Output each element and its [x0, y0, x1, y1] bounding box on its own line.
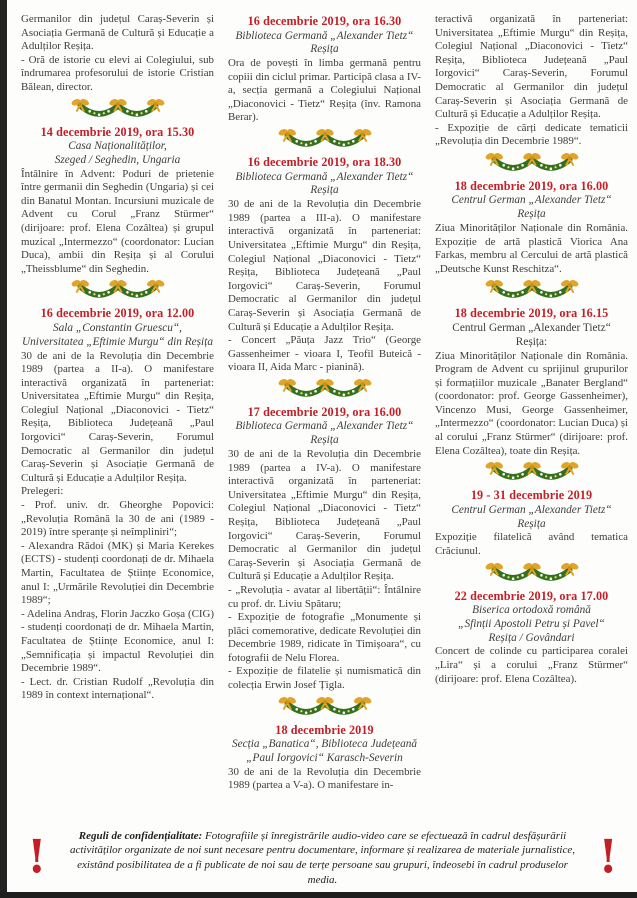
event-venue-line: Centrul German „Alexander Tietz“: [451, 194, 612, 207]
event-paragraph: Concert de colinde cu participarea coralei „Lira“ și a corului „Franz Stürmer“ (dirijoare: prof. Elena Cozâltea).: [435, 645, 628, 685]
christmas-garland-icon: [65, 98, 171, 122]
event-venue-line: Reșița: [310, 434, 339, 447]
event-block: [21, 306, 214, 703]
continuation-paragraph: teractivă organizată în parteneriat: Universitatea „Eftimie Murgu“ din Reșița, Colegiul Național „Diaconovici - Tietz“ Reșița, Biblioteca Județeană „Paul Iorgovici“ Caraș-Severin, Forumul Democratic al Germanilor din județul Caraș-Severin și Asociația Germană de Cultură și Educație a Adulților Reșița.: [435, 13, 628, 121]
warning-exclamation-icon-right: !: [598, 830, 618, 885]
event-paragraph: 30 de ani de la Revoluția din Decembrie 1989 (partea a V-a). O manifestare in-: [228, 765, 421, 792]
event-block: [435, 488, 628, 558]
event-date: 16 decembrie 2019, ora 16.30: [247, 14, 402, 28]
event-venue-line: „Sfinții Apostoli Petru și Pavel“: [458, 617, 605, 630]
garland-divider: [435, 152, 628, 176]
event-date: 18 decembrie 2019, ora 16.00: [454, 178, 609, 193]
event-paragraph: 30 de ani de la Revoluția din Decembrie 1989 (partea a III-a). O manifestare interactivă organizată în parteneriat: Universitatea „Eftimie Murgu“ din Reșița, Colegiul Național „Diaconovici - Tietz“ Reșița, Biblioteca Județeană „Paul Iorgovici“ Caraș-Severin, Forumul Democratic al Germanilor din județul Caraș-Severin și Asociația Germană de Cultură și Educație a Adulților Reșița.: [228, 198, 421, 333]
event-paragraph: - „Revoluția - avatar al libertății“: Întâlnire cu prof. dr. Liviu Spătaru;: [228, 583, 421, 610]
event-block: [21, 125, 214, 277]
event-venue-line: Reșița: [310, 43, 339, 56]
event-venue-line: Universitatea „Eftimie Murgu“ din Reșița: [22, 335, 213, 348]
event-paragraph: - Adelina Andraș, Florin Jaczko Goșa (CIG) - studenți coordonați de dr. Mihaela Martin, Facultatea de Științe Economice, anul I: „Semnificația și impactul Revoluției din Decembrie 1989“.: [21, 607, 214, 675]
event-paragraph: Prelegeri:: [21, 485, 64, 498]
event-block: [435, 306, 628, 458]
warning-exclamation-icon-left: !: [27, 830, 47, 885]
event-venue-line: Biblioteca Germană „Alexander Tietz“: [235, 29, 414, 42]
christmas-garland-icon: [479, 152, 585, 176]
event-date: 17 decembrie 2019, ora 16.00: [247, 404, 402, 419]
privacy-note: [63, 829, 583, 887]
event-paragraph: Ziua Minorităților Naționale din România. Program de Advent cu sprijinul grupurilor și formațiilor muzicale „Banater Bergland“ (coordonator: prof. George Gassenheimer), Vincenzo Musi, George Gassenheimer, „Intermezzo“ (coordonator: Lucian Duca) și al corului „Franz Stürmer“ (dirijoare: prof. Elena Cozâltea), toate din Reșița.: [435, 349, 628, 457]
event-venue-line: Biblioteca Germană „Alexander Tietz“: [235, 170, 414, 183]
event-venue-line: Reșița: [517, 517, 546, 530]
event-venue-line: Szeged / Seghedin, Ungaria: [54, 153, 181, 166]
event-paragraph: - Prof. univ. dr. Gheorghe Popovici: „Revoluția Română la 30 de ani (1989 - 2019) între speranțe și neîmpliniri“;: [21, 499, 214, 539]
event-paragraph: Expoziție filatelică având tematica Crăciunul.: [435, 531, 628, 557]
event-venue-line: Reșița: [310, 184, 339, 197]
garland-divider: [21, 98, 214, 122]
christmas-garland-icon: [272, 696, 378, 720]
christmas-garland-icon: [272, 128, 378, 152]
continuation-paragraph: - Expoziție de cărți dedicate tematicii „Revoluția din Decembrie 1989“.: [435, 121, 628, 148]
event-venue-line: Reșița: [517, 208, 546, 221]
continuation-paragraph: Germanilor din județul Caraș-Severin și Asociația Germană de Cultură și Educație a Adulților Reșița.: [21, 13, 214, 53]
scan-edge-left: [0, 0, 7, 898]
garland-divider: [21, 279, 214, 303]
event-paragraph: - Alexandra Rădoi (MK) și Maria Kerekes (ECTS) - studenți coordonați de dr. Mihaela Martin, Facultatea de Științe Economice, anul I: „Urmările Revoluției din Decembrie 1989“;: [21, 539, 214, 607]
event-block: [228, 405, 421, 693]
christmas-garland-icon: [479, 562, 585, 586]
garland-divider: [228, 696, 421, 720]
event-paragraph: 30 de ani de la Revoluția din Decembrie 1989 (partea a II-a). O manifestare interactivă organizată în parteneriat: Universitatea „Eftimie Murgu“ din Reșița, Colegiul Național „Diaconovici - Tietz“ Reșița, Biblioteca Județeană „Paul Iorgovici“ Caraș-Severin, Forumul Democratic al Germanilor din județul Caraș-Severin și Asociație Germană de Cultură și Educație a Adulților Reșița.: [21, 349, 214, 484]
event-block: [228, 723, 421, 793]
event-date: 14 decembrie 2019, ora 15.30: [40, 124, 195, 139]
event-paragraph: Ora de povești în limba germană pentru copiii din ciclul primar. Participă clasa a IV-a, secția germană a Colegiului Național „Diaconovici - Tietz“ Reșița (înv. Ramona Berar).: [228, 57, 421, 124]
event-date: 16 decembrie 2019, ora 18.30: [247, 155, 402, 170]
column-1: [21, 13, 214, 822]
event-venue-line: Biserica ortodoxă română: [472, 604, 591, 617]
event-paragraph: - Expoziție de filatelie și numismatică din colecția Erwin Josef Țigla.: [228, 665, 421, 692]
event-venue-line: Reșița:: [515, 335, 548, 348]
garland-divider: [228, 378, 421, 402]
event-venue-line: „Paul Iorgovici“ Karasch-Severin: [246, 751, 403, 764]
event-block: [435, 589, 628, 687]
privacy-note-body: Fotografiile și înregistrările audio-video care se efectuează în cadrul desfășurării activităților organizate de noi sunt necesare pentru documentare, informare și realizarea de materiale jurnalistice, existând posibilitatea de a fi publicate de noi sau de terțe persoane sau grupuri, îndeosebi în cadrul produselor media.: [69, 829, 575, 886]
christmas-garland-icon: [479, 461, 585, 485]
christmas-garland-icon: [272, 378, 378, 402]
event-paragraph: Ziua Minorităților Naționale din România. Expoziție de artă plastică Viorica Ana Farkas, membru al Cercului de artă plastică „Deutsche Kunst Reschitza“.: [435, 222, 628, 275]
program-columns: [21, 13, 628, 822]
event-venue-line: Secția „Banatica“, Biblioteca Județeană: [231, 738, 418, 751]
event-venue-line: Sala „Constantin Gruescu“,: [53, 321, 182, 334]
event-date: 18 decembrie 2019: [275, 722, 374, 737]
event-block: [228, 14, 421, 125]
event-date: 16 decembrie 2019, ora 12.00: [40, 306, 195, 321]
garland-divider: [435, 562, 628, 586]
christmas-garland-icon: [479, 279, 585, 303]
event-date: 22 decembrie 2019, ora 17.00: [454, 588, 609, 603]
event-block: [228, 155, 421, 375]
garland-divider: [435, 279, 628, 303]
event-paragraph: Întâlnire în Advent: Poduri de prietenie între germanii din Seghedin (Ungaria) și cei din Banatul Montan. Incursiuni muzicale de Advent cu Corul „Franz Stürmer“ (dirijoare: prof. Elena Cozâltea) și grupul muzical „Intermezzo“ (coordonator: Lucian Duca), ambii din Reșița și al Corului „Theissblume“ din Seghedin.: [21, 167, 214, 275]
privacy-footer: [24, 828, 621, 888]
column-2: [228, 13, 421, 822]
garland-divider: [228, 128, 421, 152]
privacy-note-lead: Reguli de confidențialitate:: [78, 829, 203, 842]
event-date: 18 decembrie 2019, ora 16.15: [454, 306, 609, 321]
scan-edge-bottom: [0, 892, 637, 898]
event-venue-line: Centrul German „Alexander Tietz“: [451, 503, 612, 516]
event-venue-line: Biblioteca Germană „Alexander Tietz“: [235, 420, 414, 433]
event-paragraph: - Concert „Păuța Jazz Trio“ (George Gassenheimer - vioara I, Teofil Buteică - vioara II, Aida Marc - pianină).: [228, 334, 421, 374]
christmas-garland-icon: [65, 279, 171, 303]
event-paragraph: - Expoziție de fotografie „Monumente și plăci comemorative, dedicate Revoluției din Decembrie 1989, ridicate în Timișoara“, cu fotografii de Nelu Florea.: [228, 611, 421, 664]
event-venue-line: Centrul German „Alexander Tietz“: [452, 321, 611, 334]
event-paragraph: - Lect. dr. Cristian Rudolf „Revoluția din 1989 în context internațional“.: [21, 675, 214, 702]
continuation-paragraph: - Oră de istorie cu elevi ai Colegiului, sub îndrumarea profesorului de istorie Cristian Bălean, director.: [21, 53, 214, 93]
event-paragraph: 30 de ani de la Revoluția din Decembrie 1989 (partea a IV-a). O manifestare interactivă organizată în parteneriat: Universitatea „Eftimie Murgu“ din Reșița, Colegiul Național „Diaconovici - Tietz“ Reșița, Biblioteca Județeană „Paul Iorgovici“ Caraș-Severin, Forumul Democratic al Germanilor din județul Caraș-Severin și Asociația Germană de Cultură și Educație a Adulților Reșița.: [228, 447, 421, 583]
event-block: [435, 179, 628, 276]
event-venue-line: Reșița / Govândari: [488, 631, 575, 644]
column-3: [435, 13, 628, 822]
event-date: 19 - 31 decembrie 2019: [470, 488, 593, 503]
event-venue-line: Casa Naționalităților,: [68, 140, 167, 153]
garland-divider: [435, 461, 628, 485]
